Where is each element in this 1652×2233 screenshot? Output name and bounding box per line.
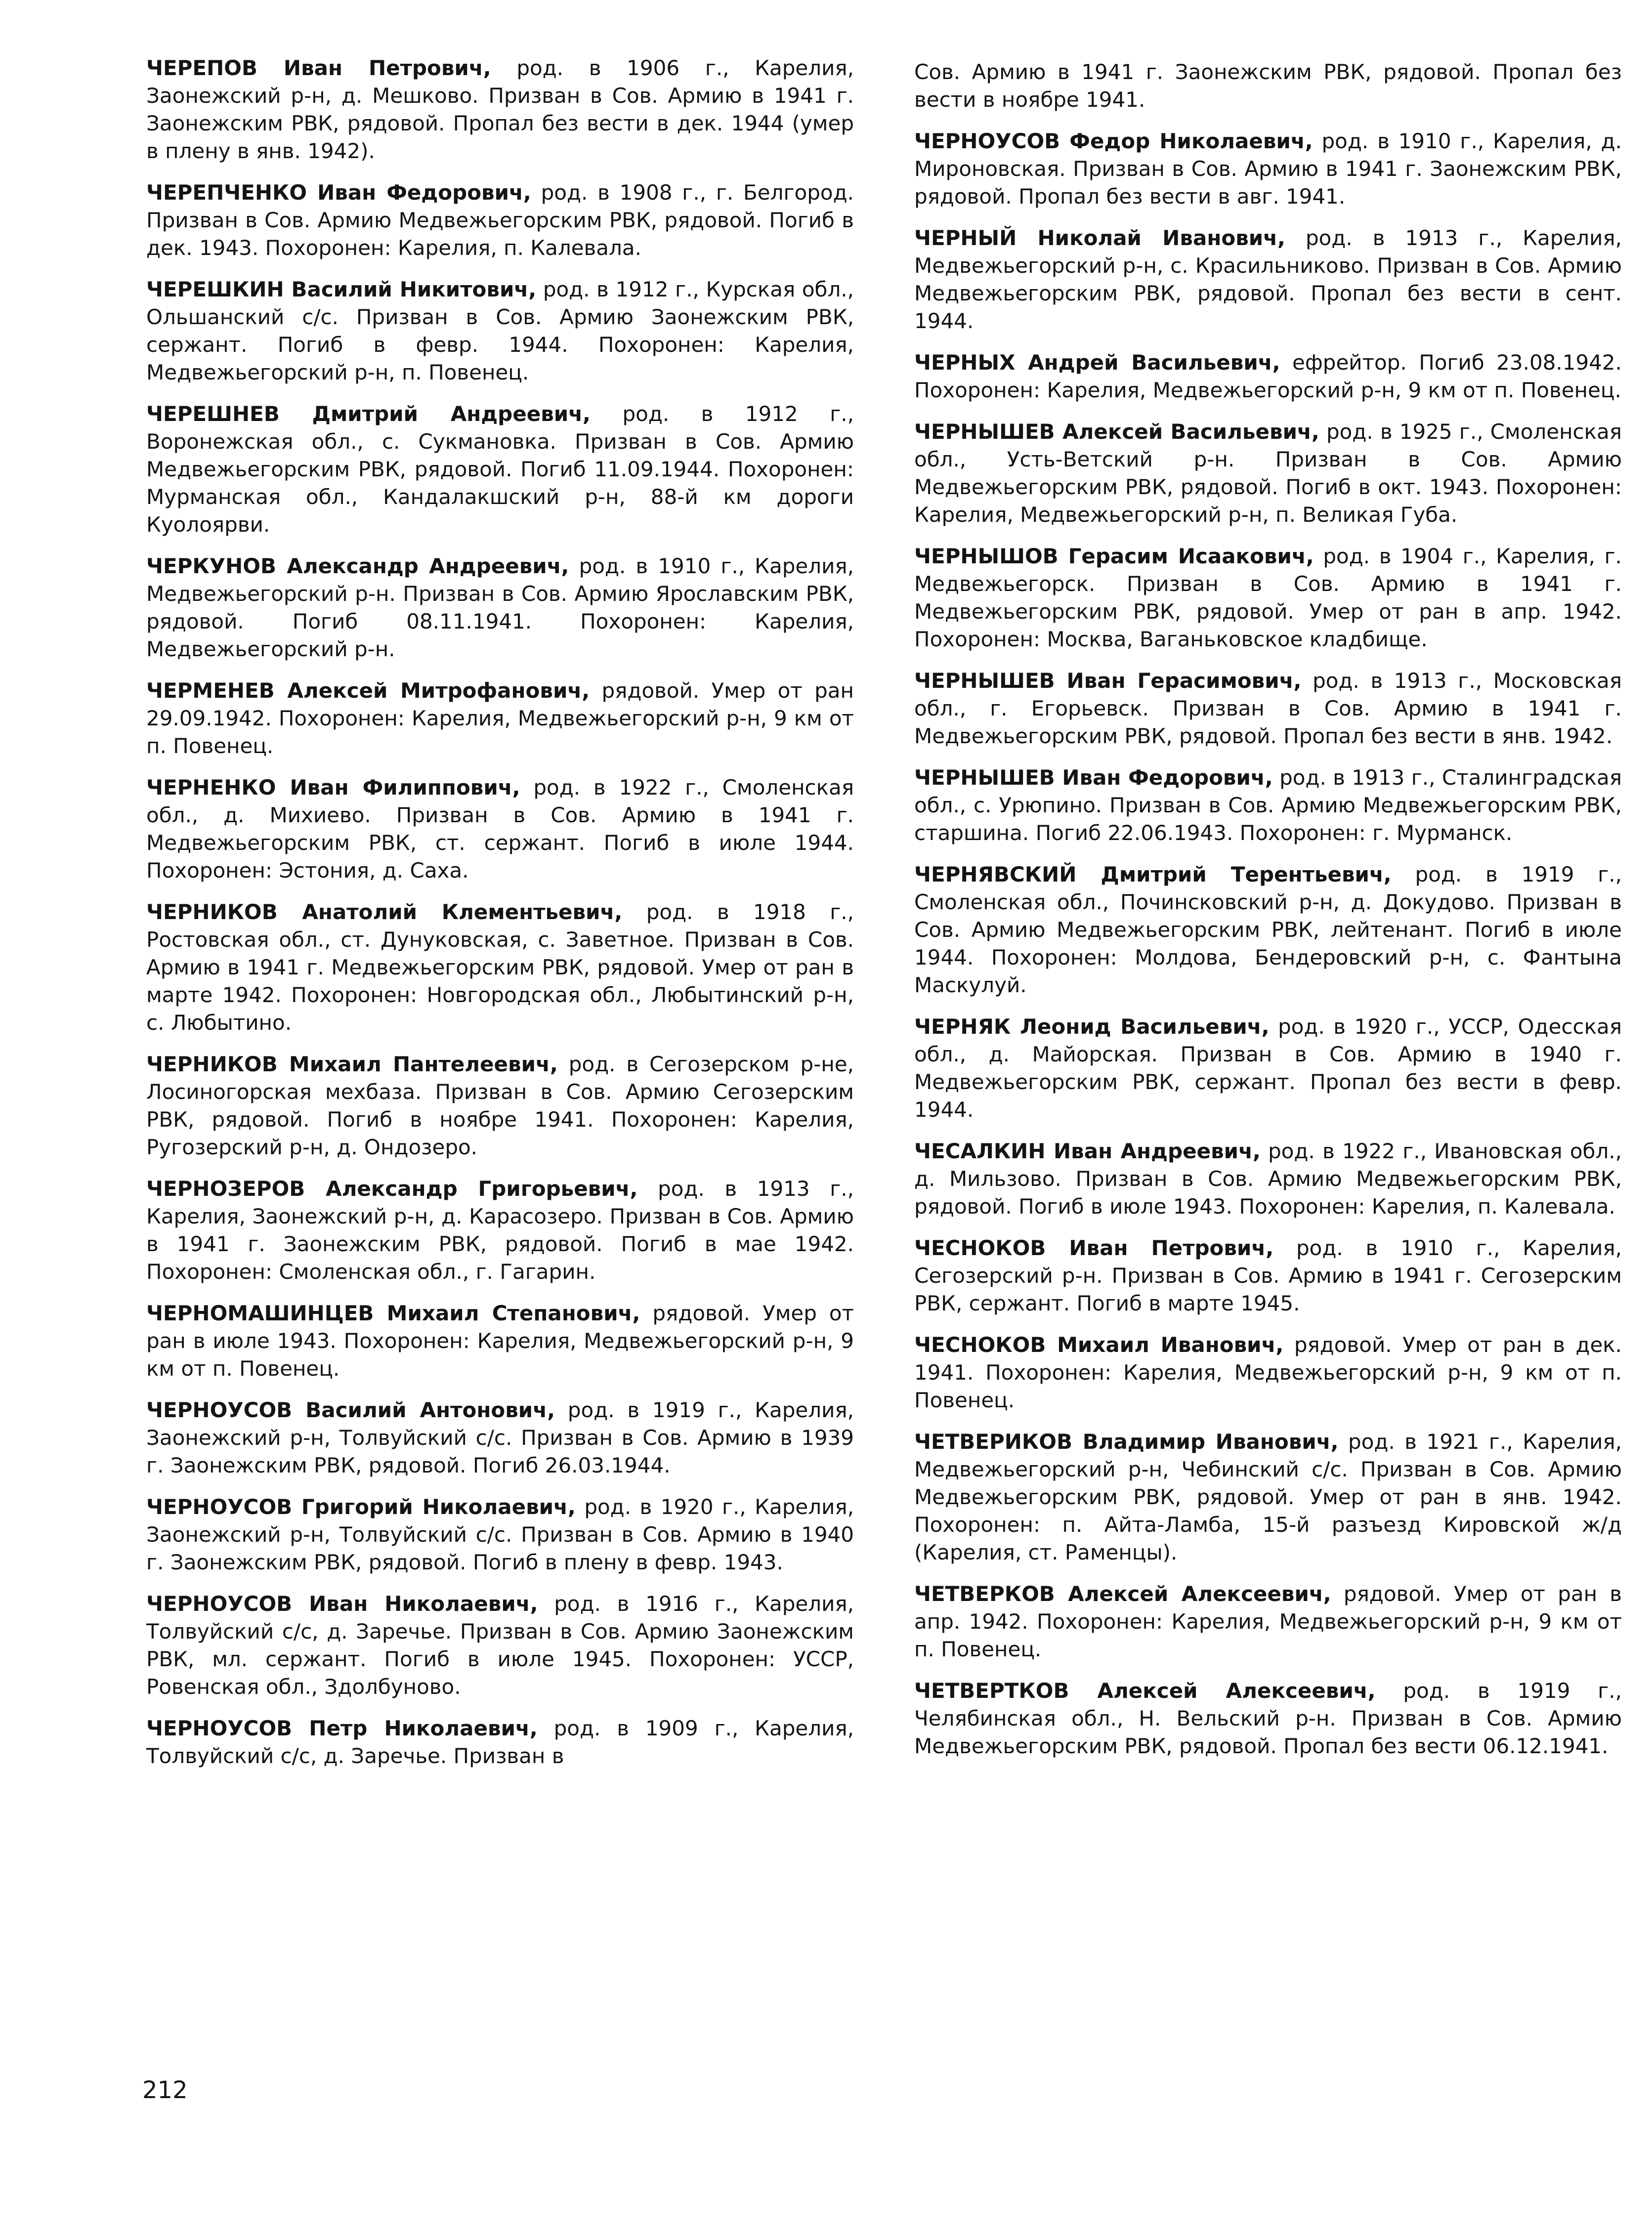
entry-text: рядовой. Умер от ран 29.09.1942. Похоронен: Карелия, Медвежьегорский р-н, 9 км от п. Повенец. (146, 678, 854, 758)
entry (146, 774, 854, 885)
entry-name: ЧЕРНОУСОВ Федор Николаевич, (914, 129, 1313, 153)
entry-text: род. в 1916 г., Карелия, Толвуйский с/с, д. Заречье. Призван в Сов. Армию Заонежским РВК, мл. сержант. Погиб в июле 1945. Похоронен: УССР, Ровенская обл., Здолбуново. (146, 1592, 854, 1699)
entry (146, 276, 854, 386)
entry-text: род. в 1922 г., Ивановская обл., д. Мильзово. Призван в Сов. Армию Медвежьегорским РВК, рядовой. Погиб в июле 1943. Похоронен: Карелия, п. Калевала. (914, 1139, 1622, 1219)
entry (914, 127, 1622, 211)
entry-text: род. в 1913 г., Сталинградская обл., с. Урюпино. Призван в Сов. Армию Медвежьегорским РВК, старшина. Погиб 22.06.1943. Похоронен: г. Мурманск. (914, 765, 1622, 845)
entry-text: род. в 1912 г., Курская обл., Ольшанский с/с. Призван в Сов. Армию Заонежским РВК, сержант. Погиб в февр. 1944. Похоронен: Карелия, Медвежьегорский р-н, п. Повенец. (146, 277, 854, 384)
entry-text: род. в 1913 г., Московская обл., г. Егорьевск. Призван в Сов. Армию в 1941 г. Медвежьегорским РВК, рядовой. Пропал без вести в янв. 1942. (914, 669, 1622, 748)
entry (914, 58, 1622, 114)
entry-text: род. в 1908 г., г. Белгород. Призван в Сов. Армию Медвежьегорским РВК, рядовой. Погиб в дек. 1943. Похоронен: Карелия, п. Калевала. (146, 180, 854, 260)
entry-name: ЧЕРМЕНЕВ Алексей Митрофанович, (146, 678, 590, 703)
entry-name: ЧЕРНЫШЕВ Иван Герасимович, (914, 669, 1302, 693)
entry (146, 1493, 854, 1576)
entry-text: род. в 1919 г., Челябинская обл., Н. Вельский р-н. Призван в Сов. Армию Медвежьегорским РВК, рядовой. Пропал без вести 06.12.1941. (914, 1679, 1622, 1758)
entry-name: ЧЕРНОУСОВ Иван Николаевич, (146, 1592, 538, 1616)
entry (914, 1013, 1622, 1124)
entry (146, 1396, 854, 1479)
entry (146, 1715, 854, 1770)
entry-name: ЧЕРЕШКИН Василий Никитович, (146, 277, 537, 301)
left-column (146, 54, 854, 1784)
entry-name: ЧЕТВЕРКОВ Алексей Алексеевич, (914, 1582, 1331, 1606)
entry-text: род. в 1904 г., Карелия, г. Медвежьегорск. Призван в Сов. Армию в 1941 г. Медвежьегорским РВК, рядовой. Умер от ран в апр. 1942. Похоронен: Москва, Ваганьковское кладбище. (914, 544, 1622, 651)
entry (146, 1175, 854, 1286)
entry-name: ЧЕТВЕРИКОВ Владимир Иванович, (914, 1430, 1339, 1454)
entry-name: ЧЕРНЯК Леонид Васильевич, (914, 1014, 1270, 1039)
entry (146, 1590, 854, 1701)
entry (914, 1580, 1622, 1663)
entry-text: род. в 1913 г., Карелия, Заонежский р-н, д. Карасозеро. Призван в Сов. Армию в 1941 г. Заонежским РВК, рядовой. Погиб в мае 1942. Похоронен: Смоленская обл., г. Гагарин. (146, 1177, 854, 1284)
entry (146, 552, 854, 663)
entry (146, 400, 854, 539)
entry-text: род. в 1909 г., Карелия, Толвуйский с/с, д. Заречье. Призван в (146, 1716, 854, 1768)
entry-text: род. в 1925 г., Смоленская обл., Усть-Ветский р-н. Призван в Сов. Армию Медвежьегорским РВК, рядовой. Погиб в окт. 1943. Похоронен: Карелия, Медвежьегорский р-н, п. Великая Губа. (914, 420, 1622, 527)
entry-name: ЧЕСНОКОВ Иван Петрович, (914, 1236, 1274, 1260)
entry-text: род. в 1922 г., Смоленская обл., д. Михиево. Призван в Сов. Армию в 1941 г. Медвежьегорским РВК, ст. сержант. Погиб в июле 1944. Похоронен: Эстония, д. Саха. (146, 775, 854, 883)
entry-name: ЧЕРНИКОВ Анатолий Клементьевич, (146, 900, 623, 924)
entry (914, 1138, 1622, 1221)
entry-text: род. в 1920 г., Карелия, Заонежский р-н, Толвуйский с/с. Призван в Сов. Армию в 1940 г. Заонежским РВК, рядовой. Погиб в плену в февр. 1943. (146, 1495, 854, 1574)
entry-name: ЧЕСАЛКИН Иван Андреевич, (914, 1139, 1261, 1163)
entry-name: ЧЕРНОУСОВ Григорий Николаевич, (146, 1495, 576, 1519)
entry (146, 677, 854, 760)
entry-name: ЧЕРНЫХ Андрей Васильевич, (914, 350, 1280, 375)
page-number: 212 (142, 2076, 188, 2104)
entry (914, 543, 1622, 653)
entry-name: ЧЕРЕШНЕВ Дмитрий Андреевич, (146, 402, 591, 426)
entry-name: ЧЕРНЕНКО Иван Филиппович, (146, 775, 520, 800)
entry-name: ЧЕРЕПОВ Иван Петрович, (146, 56, 491, 80)
entry-name: ЧЕРНЫШЕВ Иван Федорович, (914, 765, 1273, 790)
entry-text: род. в 1910 г., Карелия, Медвежьегорский р-н. Призван в Сов. Армию Ярославским РВК, рядовой. Погиб 08.11.1941. Похоронен: Карелия, Медвежьегорский р-н. (146, 554, 854, 661)
entry (146, 179, 854, 262)
entry (914, 1677, 1622, 1760)
entry-name: ЧЕРКУНОВ Александр Андреевич, (146, 554, 569, 578)
entry-name: ЧЕРНЫЙ Николай Иванович, (914, 226, 1285, 250)
entry-name: ЧЕТВЕРТКОВ Алексей Алексеевич, (914, 1679, 1376, 1703)
entry-text: род. в 1910 г., Карелия, Сегозерский р-н. Призван в Сов. Армию в 1941 г. Сегозерским РВК, сержант. Погиб в марте 1945. (914, 1236, 1622, 1315)
entry-text: Сов. Армию в 1941 г. Заонежским РВК, рядовой. Пропал без вести в ноябре 1941. (914, 60, 1622, 112)
entry-name: ЧЕРНОУСОВ Василий Антонович, (146, 1398, 555, 1422)
entry-text: род. в 1910 г., Карелия, д. Мироновская. Призван в Сов. Армию в 1941 г. Заонежским РВК, рядовой. Пропал без вести в авг. 1941. (914, 129, 1622, 209)
entry (914, 1234, 1622, 1317)
entry-name: ЧЕРНЫШЕВ Алексей Васильевич, (914, 420, 1319, 444)
entry-name: ЧЕРНОУСОВ Петр Николаевич, (146, 1716, 538, 1740)
right-column (914, 58, 1622, 1774)
entry-text: рядовой. Умер от ран в дек. 1941. Похоронен: Карелия, Медвежьегорский р-н, 9 км от п. Повенец. (914, 1333, 1622, 1412)
entry (914, 418, 1622, 529)
entry-text: рядовой. Умер от ран в июле 1943. Похоронен: Карелия, Медвежьегорский р-н, 9 км от п. Повенец. (146, 1301, 854, 1381)
entry-text: род. в 1912 г., Воронежская обл., с. Сукмановка. Призван в Сов. Армию Медвежьегорским РВК, рядовой. Погиб 11.09.1944. Похоронен: Мурманская обл., Кандалакшский р-н, 88-й км дороги Куолоярви. (146, 402, 854, 537)
entry (914, 861, 1622, 999)
entry (146, 898, 854, 1037)
entry-text: род. в 1919 г., Карелия, Заонежский р-н, Толвуйский с/с. Призван в Сов. Армию в 1939 г. Заонежским РВК, рядовой. Погиб 26.03.1944. (146, 1398, 854, 1477)
entry-text: род. в 1920 г., УССР, Одесская обл., д. Майорская. Призван в Сов. Армию в 1940 г. Медвежьегорским РВК, сержант. Пропал без вести в февр. 1944. (914, 1014, 1622, 1122)
entry (914, 1428, 1622, 1566)
entry-text: род. в 1906 г., Карелия, Заонежский р-н, д. Мешково. Призван в Сов. Армию в 1941 г. Заонежским РВК, рядовой. Пропал без вести в дек. 1944 (умер в плену в янв. 1942). (146, 56, 854, 163)
entry-name: ЧЕРНОМАШИНЦЕВ Михаил Степанович, (146, 1301, 640, 1325)
entry-text: род. в Сегозерском р-не, Лосиногорская мехбаза. Призван в Сов. Армию Сегозерским РВК, рядовой. Погиб в ноябре 1941. Похоронен: Карелия, Ругозерский р-н, д. Ондозеро. (146, 1052, 854, 1159)
entry (914, 224, 1622, 335)
entry-name: ЧЕРНЯВСКИЙ Дмитрий Терентьевич, (914, 862, 1392, 886)
entry-text: род. в 1918 г., Ростовская обл., ст. Дунуковская, с. Заветное. Призван в Сов. Армию в 1941 г. Медвежьегорским РВК, рядовой. Умер от ран в марте 1942. Похоронен: Новгородская обл., Любытинский р-н, с. Любытино. (146, 900, 854, 1035)
entry-text: ефрейтор. Погиб 23.08.1942. Похоронен: Карелия, Медвежьегорский р-н, 9 км от п. Повенец. (914, 350, 1622, 402)
entry-name: ЧЕРНЫШОВ Герасим Исаакович, (914, 544, 1314, 568)
entry-name: ЧЕРНОЗЕРОВ Александр Григорьевич, (146, 1177, 638, 1201)
entry (914, 667, 1622, 750)
entry (914, 1331, 1622, 1414)
entry-text: род. в 1919 г., Смоленская обл., Починсковский р-н, д. Докудово. Призван в Сов. Армию Медвежьегорским РВК, лейтенант. Погиб в июле 1944. Похоронен: Молдова, Бендеровский р-н, с. Фантына Маскулуй. (914, 862, 1622, 997)
entry-name: ЧЕРНИКОВ Михаил Пантелеевич, (146, 1052, 558, 1076)
entry (146, 1300, 854, 1383)
entry-name: ЧЕРЕПЧЕНКО Иван Федорович, (146, 180, 531, 205)
entry (146, 1051, 854, 1161)
entry-name: ЧЕСНОКОВ Михаил Иванович, (914, 1333, 1284, 1357)
entry (914, 764, 1622, 847)
entry-text: род. в 1913 г., Карелия, Медвежьегорский р-н, с. Красильниково. Призван в Сов. Армию Медвежьегорским РВК, рядовой. Пропал без вести в сент. 1944. (914, 226, 1622, 333)
entry-text: рядовой. Умер от ран в апр. 1942. Похоронен: Карелия, Медвежьегорский р-н, 9 км от п. Повенец. (914, 1582, 1622, 1661)
entry (914, 349, 1622, 404)
entry-text: род. в 1921 г., Карелия, Медвежьегорский р-н, Чебинский с/с. Призван в Сов. Армию Медвежьегорским РВК, рядовой. Умер от ран в янв. 1942. Похоронен: п. Айта-Ламба, 15-й разъезд Кировской ж/д (Карелия, ст. Раменцы). (914, 1430, 1622, 1564)
entry (146, 54, 854, 165)
